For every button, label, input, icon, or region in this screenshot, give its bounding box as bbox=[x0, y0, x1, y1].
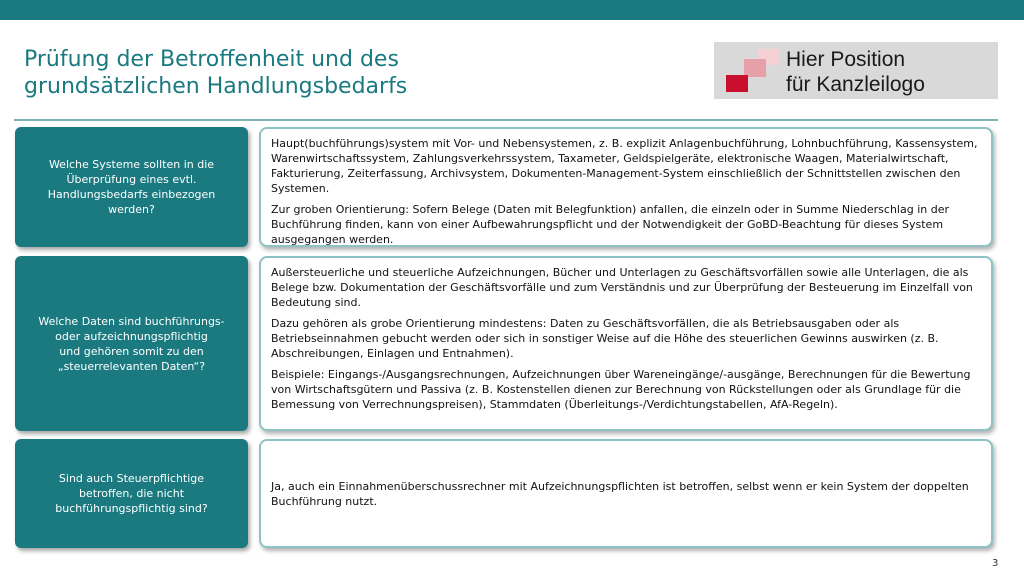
question-box-data bbox=[15, 256, 248, 431]
answer-box-systems bbox=[259, 127, 993, 247]
answer-paragraph: Außersteuerliche und steuerliche Aufzeichnungen, Bücher und Unterlagen zu Geschäftsvorfällen sowie alle Unterlagen, die als Belege bzw. Dokumentation der Geschäftsvorfälle und zum Verständnis und zur Überprüfung der Besteuerung im Einzelfall von Bedeutung sind. bbox=[271, 266, 973, 309]
answer-paragraph: Ja, auch ein Einnahmenüberschussrechner mit Aufzeichnungspflichten ist betroffen, selbst wenn er kein System der doppelten Buchführung nutzt. bbox=[271, 479, 969, 508]
question-text: Welche Daten sind buchführungs- oder aufzeichnungspflichtig und gehören somit zu den „steuerrelevanten Daten“? bbox=[38, 314, 225, 373]
logo-placeholder bbox=[714, 42, 998, 99]
title-line-1: Prüfung der Betroffenheit und des bbox=[24, 47, 399, 72]
answer-box-non-bookkeeping bbox=[259, 439, 993, 548]
answer-paragraph: Haupt(buchführungs)system mit Vor- und Nebensystemen, z. B. explizit Anlagenbuchführung, Lohnbuchführung, Kassensystem, Warenwirtschaftssystem, Zahlungsverkehrssystem, Taxameter, Geldspielgeräte, elektronische Waagen, Materialwirtschaft, Fakturierung, Zeiterfassung, Archivsystem, Dokumenten-Management-System einschließlich der Schnittstellen zwischen den Systemen. bbox=[271, 137, 978, 195]
logo-line-2: für Kanzleilogo bbox=[786, 73, 925, 96]
question-text: Welche Systeme sollten in die Überprüfung eines evtl. Handlungsbedarfs einbezogen werden? bbox=[47, 158, 216, 216]
title-line-2: grundsätzlichen Handlungsbedarfs bbox=[24, 74, 408, 99]
logo-text bbox=[786, 47, 991, 97]
answer-paragraph: Beispiele: Eingangs-/Ausgangsrechnungen, Aufzeichnungen über Wareneingänge/-ausgänge, Berechnungen für die Bewertung von Wirtschaftsgütern und Passiva (z. B. Kostenstellen dienen zur Berechnung von Rückstellungen oder als Grundlage für die Bemessung von Verrechnungspreisen), Stammdaten (Überleitungs-/Verdichtungstabellen, AfA-Regeln). bbox=[271, 368, 971, 411]
top-bar bbox=[0, 0, 1024, 20]
answer-paragraph: Zur groben Orientierung: Sofern Belege (Daten mit Belegfunktion) anfallen, die einzeln oder in Summe Niederschlag in der Buchführung finden, kann von einer Aufbewahrungspflicht und der Notwendigkeit der GoBD-Beachtung für dieses System ausgegangen werden. bbox=[271, 203, 949, 246]
answer-box-data bbox=[259, 256, 993, 431]
page-title bbox=[24, 46, 584, 100]
logo-mark-icon bbox=[724, 49, 788, 93]
page-number: 3 bbox=[992, 558, 999, 569]
question-text: Sind auch Steuerpflichtige betroffen, die nicht buchführungspflichtig sind? bbox=[55, 472, 208, 515]
question-box-systems bbox=[15, 127, 248, 247]
title-divider bbox=[14, 119, 998, 121]
question-box-non-bookkeeping bbox=[15, 439, 248, 548]
logo-line-1: Hier Position bbox=[786, 48, 906, 71]
answer-paragraph: Dazu gehören als grobe Orientierung mindestens: Daten zu Geschäftsvorfällen, die als Betriebsausgaben oder als Betriebseinnahmen gebucht werden oder sich in sonstiger Weise auf die Höhe des steuerlichen Gewinns auswirken (z. B. Abschreibungen, Einlagen und Entnahmen). bbox=[271, 317, 939, 360]
